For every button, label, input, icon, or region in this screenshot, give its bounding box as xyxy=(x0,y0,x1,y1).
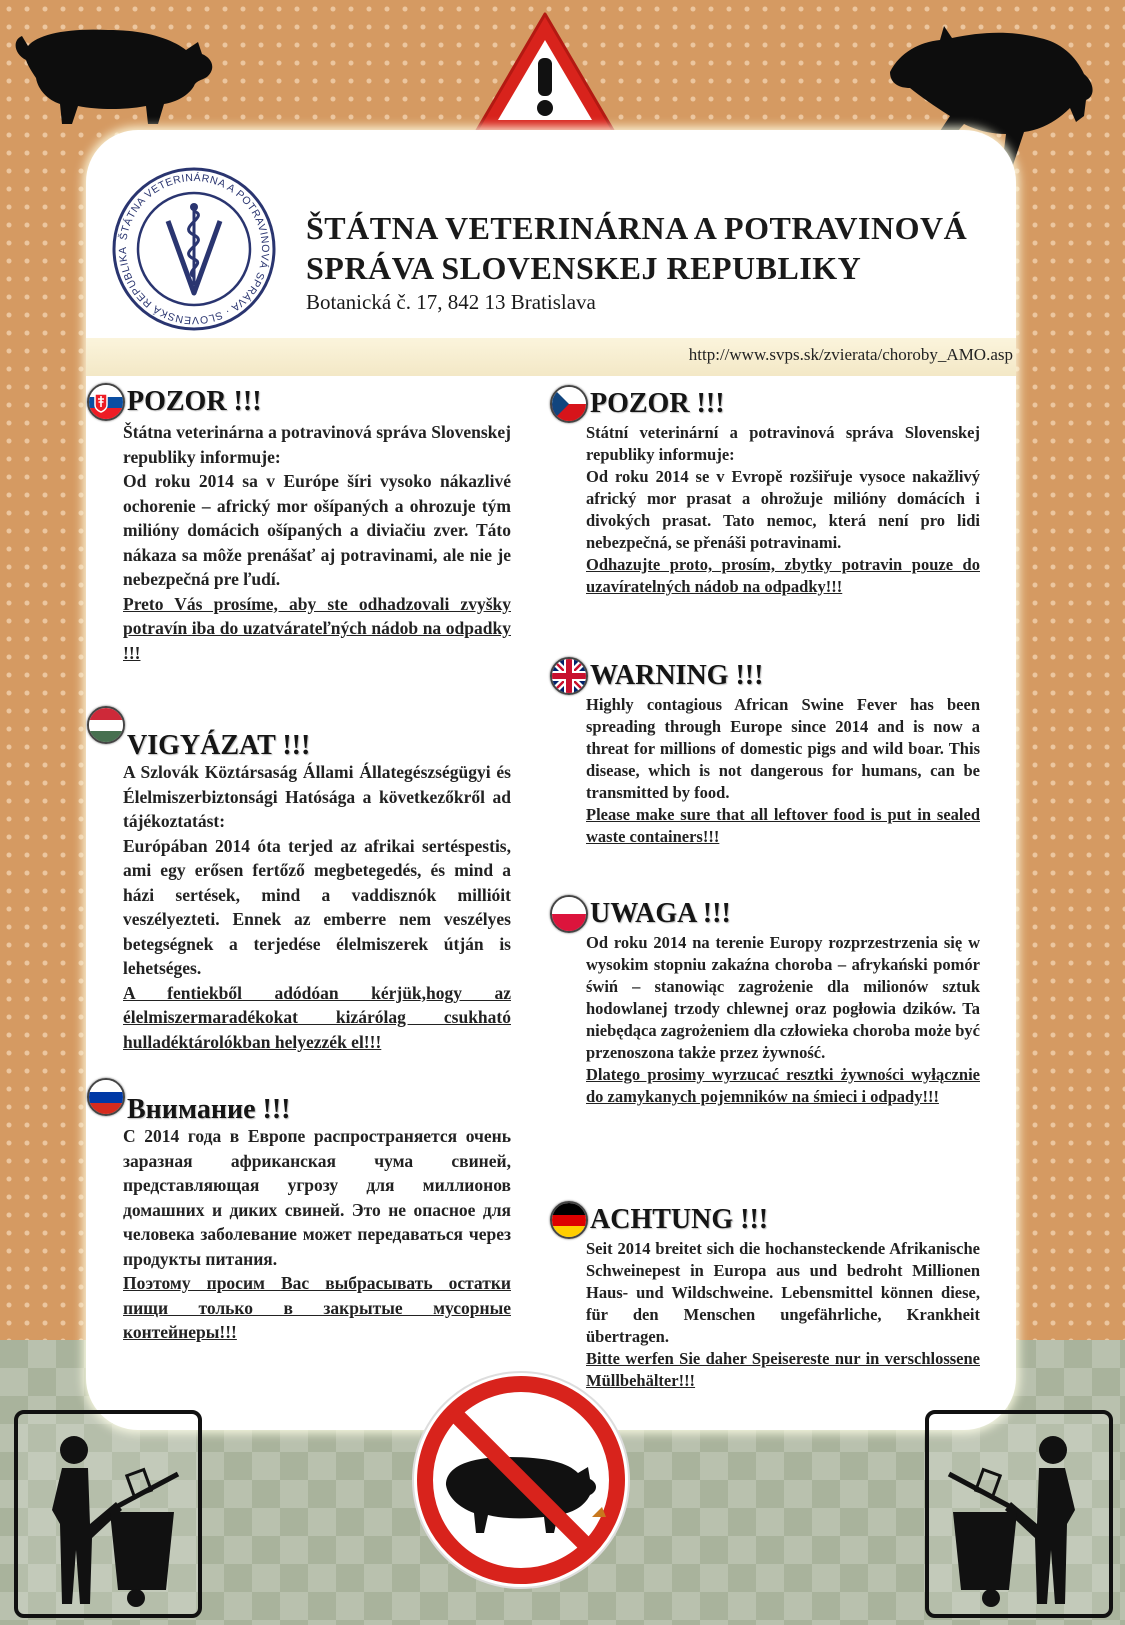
notice-request: Bitte werfen Sie daher Speisereste nur in verschlossene Müllbehälter!!! xyxy=(586,1349,980,1390)
notice-text: Od roku 2014 sa v Európe šíri vysoko nákazlivé ochorenie – africký mor ošípaných a ohrozuje tým milióny domácich ošípaných a diviačiu zver. Táto nákaza sa môže prenášať aj potravinami, ale nie je nebezpečná pre ľudí. xyxy=(123,471,511,589)
warning-triangle-icon xyxy=(470,8,620,138)
notice-text: Seit 2014 breitet sich die hochansteckende Afrikanische Schweinepest in Europa aus und bedroht Millionen Haus- und Wildschweine. Lebensmittel können diese, für den Menschen ungefährliche, Krankheit übertragen. xyxy=(586,1239,980,1346)
waste-bin-sign-right xyxy=(925,1410,1113,1618)
section-czech xyxy=(550,386,980,598)
notice-request: Preto Vás prosíme, aby ste odhadzovali zvyšky potravín iba do uzatvárateľných nádob na odpadky !!! xyxy=(123,593,511,663)
notice-intro: Štátna veterinárna a potravinová správa Slovenskej republiky informuje: xyxy=(123,422,511,467)
section-title: WARNING !!! xyxy=(590,660,764,691)
section-body xyxy=(123,760,511,1054)
notice-request: Поэтому просим Вас выбрасывать остатки пищи только в закрытые мусорные контейнеры!!! xyxy=(123,1273,511,1342)
section-polish xyxy=(550,896,980,1108)
section-title: VIGYÁZAT !!! xyxy=(127,730,311,761)
notice-text: Európában 2014 óta terjed az afrikai sertéspestis, ami egy erősen fertőző megbetegedés, és mind a házi sertések, mind a vaddisznók millióit veszélyezteti. Ennek az emberre nem veszélyes betegségnek a terjedése élelmiszerek útján is lehetséges. xyxy=(123,835,511,978)
notice-intro: Státní veterinární a potravinová správa Slovenskej republiky informuje: xyxy=(586,423,980,464)
notice-text: Highly contagious African Swine Fever has been spreading through Europe since 2014 and is now a threat for millions of domestic pigs and wild boar. This disease, which is not dangerous for humans, can be transmitted by food. xyxy=(586,695,980,802)
notice-request: A fentiekből adódóan kérjük,hogy az élelmiszermaradékokat kizárólag csukható hulladéktárolókban helyezzék el!!! xyxy=(123,982,511,1052)
section-body xyxy=(586,694,980,848)
germany-flag-icon xyxy=(550,1201,588,1239)
section-body xyxy=(123,1124,511,1345)
no-pig-feeding-icon xyxy=(408,1367,634,1593)
organization-address: Botanická č. 17, 842 13 Bratislava xyxy=(306,290,596,314)
title-line-2: SPRÁVA SLOVENSKEJ REPUBLIKY xyxy=(306,250,862,286)
svps-logo-seal xyxy=(110,165,278,333)
slovakia-flag-icon xyxy=(87,383,125,421)
section-body xyxy=(123,420,511,665)
section-english xyxy=(550,658,980,848)
svg-text:ŠTÁTNA VETERINÁRNA A POTRAVINO: ŠTÁTNA VETERINÁRNA A POTRAVINOVÁ SPRÁVA · SLOVENSKÁ REPUBLIKA xyxy=(116,171,272,327)
uk-flag-icon xyxy=(550,657,588,695)
section-german xyxy=(550,1202,980,1392)
poland-flag-icon xyxy=(550,895,588,933)
pig-silhouette-icon xyxy=(8,20,218,130)
notice-request: Please make sure that all leftover food is put in sealed waste containers!!! xyxy=(586,805,980,846)
section-body xyxy=(586,422,980,598)
person-waste-bin-icon xyxy=(18,1414,198,1614)
russia-flag-icon xyxy=(87,1078,125,1116)
notice-request: Dlatego prosimy wyrzucać resztki żywności wyłącznie do zamykanych pojemników na śmieci i odpady!!! xyxy=(586,1065,980,1106)
hungary-flag-icon xyxy=(87,706,125,744)
source-url[interactable]: http://www.svps.sk/zvierata/choroby_AMO.asp xyxy=(688,345,1013,364)
organization-title xyxy=(306,208,1006,288)
notice-text: Od roku 2014 na terenie Europy rozprzestrzenia się w wysokim stopniu zakaźna choroba – afrykański pomór świń – stanowiąc zagrożenie dla milionów sztuk hodowlanej trzody chlewnej oraz pogłowia dzików. Ta niebędąca zagrożeniem dla człowieka choroba może być przenoszona także przez żywność. xyxy=(586,933,980,1062)
notice-request: Odhazujte proto, prosím, zbytky potravin pouze do uzavíratelných nádob na odpadky!!! xyxy=(586,555,980,596)
notice-intro: A Szlovák Köztársaság Állami Állategészségügyi és Élelmiszerbiztonsági Hatósága a következőkről ad tájékoztatást: xyxy=(123,762,511,831)
section-title: Внимание !!! xyxy=(127,1094,291,1125)
waste-bin-sign-left xyxy=(14,1410,202,1618)
section-slovak xyxy=(87,384,511,665)
section-title: UWAGA !!! xyxy=(590,898,731,929)
section-title: POZOR !!! xyxy=(590,388,725,419)
section-title: POZOR !!! xyxy=(127,386,262,417)
section-russian xyxy=(87,1078,511,1345)
section-body xyxy=(586,1238,980,1392)
section-body xyxy=(586,932,980,1108)
section-title: ACHTUNG !!! xyxy=(590,1204,769,1235)
notice-text: С 2014 года в Европе распространяется очень заразная африканская чума свиней, представляющая угрозу для миллионов домашних и диких свиней. Это не опасное для человека заболевание может передаваться через продукты питания. xyxy=(123,1126,511,1269)
czech-flag-icon xyxy=(550,385,588,423)
notice-text: Od roku 2014 se v Evropě rozšiřuje vysoce nakažlivý africký mor prasat a ohrožuje milióny domácích i divokých prasat. Tato nemoc, která není pro lidi nebezpečná, se přenáši potravinami. xyxy=(586,467,980,552)
section-hungarian xyxy=(87,706,511,1054)
title-line-1: ŠTÁTNA VETERINÁRNA A POTRAVINOVÁ xyxy=(306,210,968,246)
person-waste-bin-icon xyxy=(929,1414,1109,1614)
